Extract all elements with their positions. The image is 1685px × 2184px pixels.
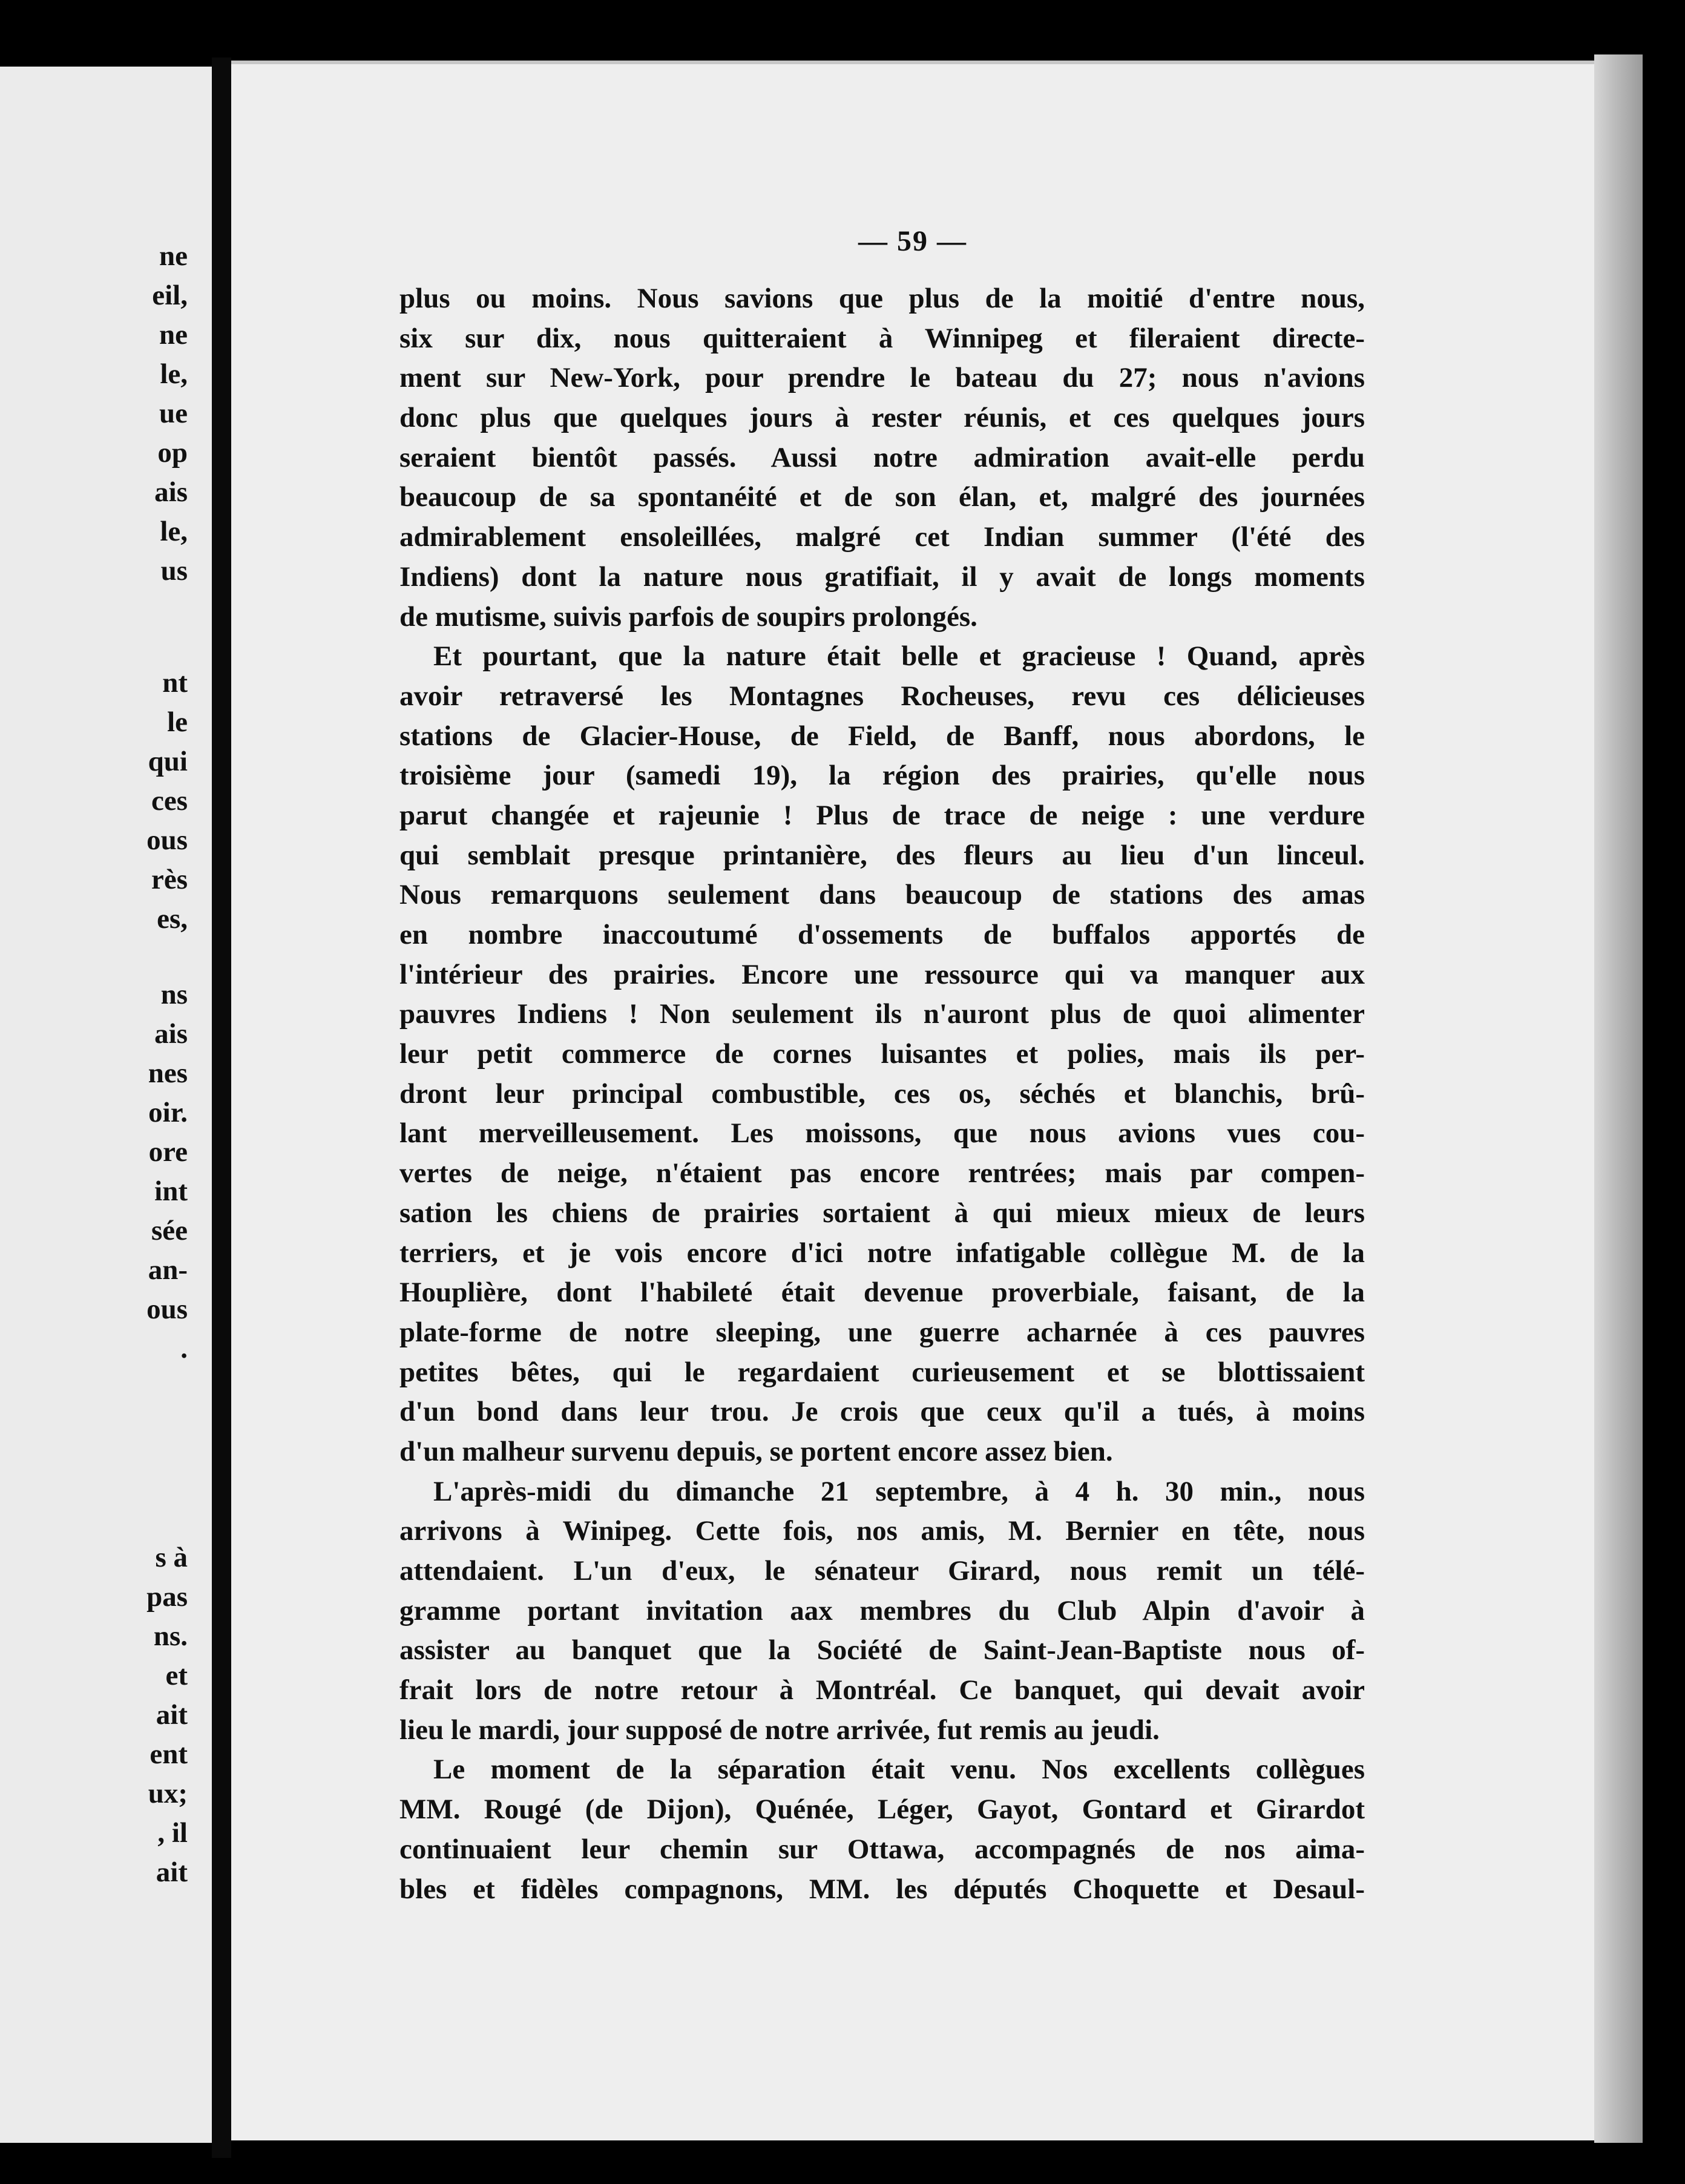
previous-page-fragment: ais xyxy=(154,476,188,508)
paragraph xyxy=(399,279,1365,637)
previous-page-fragment: ous xyxy=(146,824,188,856)
text-line: L'après-midi du dimanche 21 septembre, à 4 h. 30 min., nous xyxy=(433,1475,1365,1507)
previous-page-fragment: us xyxy=(160,555,188,587)
text-line: frait lors de notre retour à Montréal. Ce banquet, qui devait avoir xyxy=(399,1674,1365,1706)
text-line: pauvres Indiens ! Non seulement ils n'auront plus de quoi alimenter xyxy=(399,998,1365,1030)
text-line: MM. Rougé (de Dijon), Quénée, Léger, Gayot, Gontard et Girardot xyxy=(399,1794,1365,1826)
previous-page-fragment: le xyxy=(167,706,188,738)
text-line: l'intérieur des prairies. Encore une ressource qui va manquer aux xyxy=(399,958,1365,990)
text-line: troisième jour (samedi 19), la région des prairies, qu'elle nous xyxy=(399,760,1365,792)
text-line: ment sur New-York, pour prendre le bateau du 27; nous n'avions xyxy=(399,362,1365,394)
previous-page-fragment: nt xyxy=(162,667,188,699)
text-line: Le moment de la séparation était venu. Nos excellents collègues xyxy=(433,1754,1365,1786)
previous-page-sliver xyxy=(0,67,212,2143)
text-line: leur petit commerce de cornes luisantes et polies, mais ils per- xyxy=(399,1038,1365,1070)
page-edge xyxy=(1594,54,1643,2143)
paragraph xyxy=(399,1472,1365,1751)
previous-page-fragment: ait xyxy=(156,1857,188,1888)
text-line: continuaient leur chemin sur Ottawa, accompagnés de nos aima- xyxy=(399,1833,1365,1865)
text-line: Indiens) dont la nature nous gratifiait, il y avait de longs moments xyxy=(399,561,1365,593)
previous-page-fragment: pas xyxy=(146,1581,188,1613)
text-line: Nous remarquons seulement dans beaucoup de stations des amas xyxy=(399,879,1365,911)
previous-page-fragment: qui xyxy=(148,746,188,777)
previous-page-fragment: le, xyxy=(160,516,188,547)
text-line: sation les chiens de prairies sortaient à qui mieux mieux de leurs xyxy=(399,1197,1365,1229)
previous-page-fragment: , il xyxy=(157,1817,188,1849)
text-line: d'un malheur survenu depuis, se portent encore assez bien. xyxy=(399,1435,1113,1467)
previous-page-fragment: ue xyxy=(159,398,188,429)
text-line: admirablement ensoleillées, malgré cet Indian summer (l'été des xyxy=(399,521,1365,553)
page-number: — 59 — xyxy=(858,225,967,257)
text-line: avoir retraversé les Montagnes Rocheuses, revu ces délicieuses xyxy=(399,680,1365,712)
previous-page-fragment: es, xyxy=(157,903,188,935)
text-line: gramme portant invitation aax membres du Club Alpin d'avoir à xyxy=(399,1594,1365,1626)
paragraph xyxy=(399,637,1365,1472)
previous-page-fragment: ux; xyxy=(148,1778,188,1809)
previous-page-fragment: ne xyxy=(159,319,188,350)
text-line: donc plus que quelques jours à rester réunis, et ces quelques jours xyxy=(399,402,1365,434)
text-line: attendaient. L'un d'eux, le sénateur Girard, nous remit un télé- xyxy=(399,1555,1365,1587)
previous-page-fragment: eil, xyxy=(152,280,188,311)
previous-page-fragment: . xyxy=(180,1333,188,1364)
text-line: bles et fidèles compagnons, MM. les députés Choquette et Desaul- xyxy=(399,1873,1365,1905)
text-line: seraient bientôt passés. Aussi notre admiration avait-elle perdu xyxy=(399,441,1365,473)
text-line: six sur dix, nous quitteraient à Winnipeg et fileraient directe- xyxy=(399,322,1365,354)
previous-page-fragment: s à xyxy=(155,1542,188,1573)
paragraph xyxy=(399,1750,1365,1909)
previous-page-fragment: rès xyxy=(151,864,188,895)
text-line: assister au banquet que la Société de Saint-Jean-Baptiste nous of- xyxy=(399,1634,1365,1666)
previous-page-fragment: et xyxy=(165,1660,188,1691)
previous-page-fragment: le, xyxy=(160,358,188,390)
text-line: plate-forme de notre sleeping, une guerre acharnée à ces pauvres xyxy=(399,1316,1365,1348)
text-line: lieu le mardi, jour supposé de notre arrivée, fut remis au jeudi. xyxy=(399,1714,1160,1746)
text-line: Et pourtant, que la nature était belle et gracieuse ! Quand, après xyxy=(433,640,1365,673)
previous-page-fragment: ous xyxy=(146,1294,188,1325)
text-line: parut changée et rajeunie ! Plus de trace de neige : une verdure xyxy=(399,799,1365,831)
previous-page-fragment: sée xyxy=(151,1215,188,1246)
main-page xyxy=(231,61,1594,2140)
text-line: de mutisme, suivis parfois de soupirs prolongés. xyxy=(399,600,977,633)
text-line: beaucoup de sa spontanéité et de son élan, et, malgré des journées xyxy=(399,481,1365,513)
body-text xyxy=(399,279,1365,1909)
previous-page-fragment: ns xyxy=(160,979,188,1010)
previous-page-fragment: int xyxy=(154,1176,188,1207)
text-line: Houplière, dont l'habileté était devenue proverbiale, faisant, de la xyxy=(399,1277,1365,1309)
previous-page-fragment: op xyxy=(157,437,188,469)
text-line: dront leur principal combustible, ces os, séchés et blanchis, brû- xyxy=(399,1077,1365,1110)
text-line: vertes de neige, n'étaient pas encore rentrées; mais par compen- xyxy=(399,1157,1365,1189)
previous-page-fragment: ne xyxy=(159,240,188,272)
text-line: arrivons à Winipeg. Cette fois, nos amis, M. Bernier en tête, nous xyxy=(399,1515,1365,1547)
previous-page-fragment: ais xyxy=(154,1018,188,1050)
previous-page-fragment: ces xyxy=(151,785,188,817)
previous-page-fragment: oir. xyxy=(148,1097,188,1128)
text-line: qui semblait presque printanière, des fleurs au lieu d'un linceul. xyxy=(399,839,1365,871)
previous-page-fragment: nes xyxy=(148,1057,188,1089)
previous-page-fragment: ns. xyxy=(153,1620,188,1652)
text-line: stations de Glacier-House, de Field, de Banff, nous abordons, le xyxy=(399,720,1365,752)
text-line: plus ou moins. Nous savions que plus de la moitié d'entre nous, xyxy=(399,283,1365,314)
previous-page-fragment: ait xyxy=(156,1699,188,1731)
text-line: petites bêtes, qui le regardaient curieusement et se blottissaient xyxy=(399,1356,1365,1388)
text-line: lant merveilleusement. Les moissons, que nous avions vues cou- xyxy=(399,1117,1365,1150)
text-line: terriers, et je vois encore d'ici notre infatigable collègue M. de la xyxy=(399,1237,1365,1269)
previous-page-fragment: ent xyxy=(149,1738,188,1770)
previous-page-fragment: an- xyxy=(148,1254,188,1286)
book-gutter xyxy=(212,58,231,2158)
text-line: en nombre inaccoutumé d'ossements de buffalos apportés de xyxy=(399,919,1365,950)
text-line: d'un bond dans leur trou. Je crois que ceux qu'il a tués, à moins xyxy=(399,1396,1365,1428)
previous-page-fragment: ore xyxy=(148,1136,188,1168)
